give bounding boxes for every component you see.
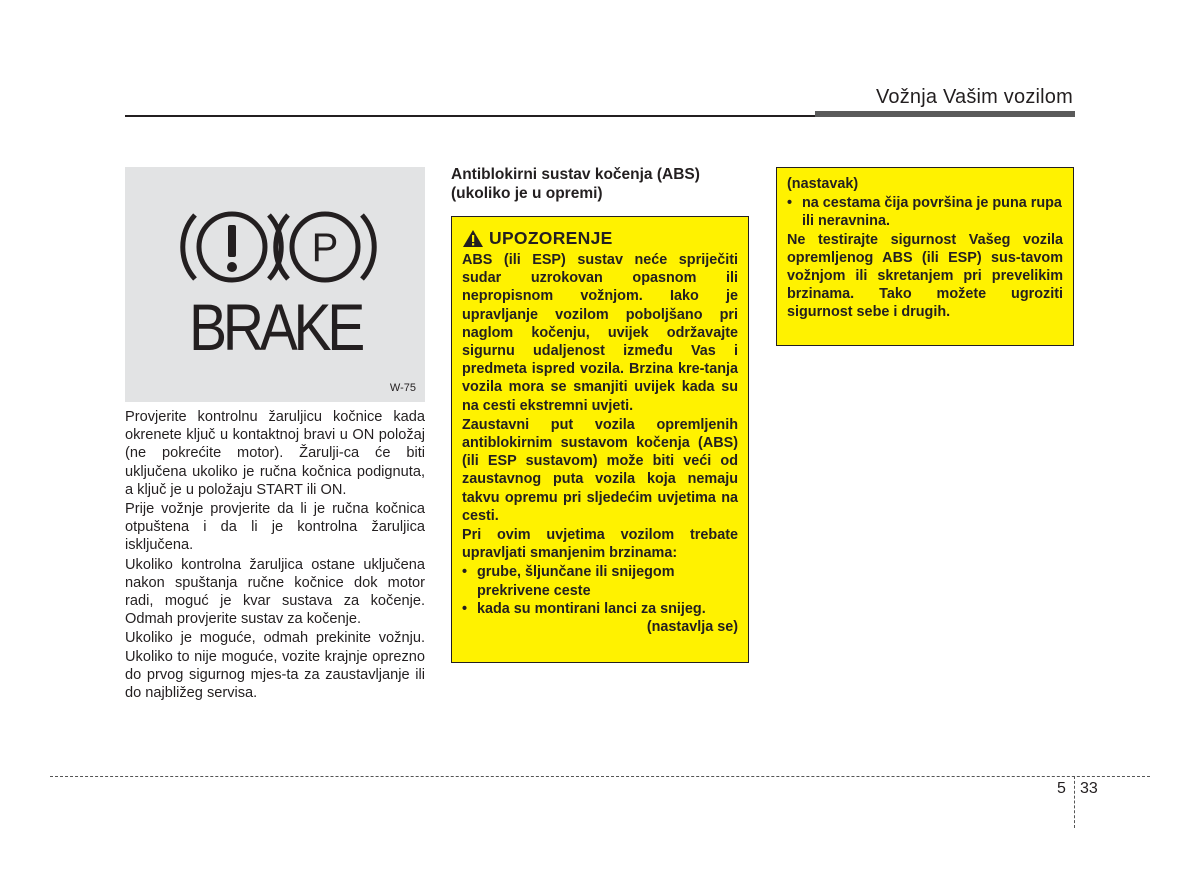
page-number: 33 <box>1080 780 1098 797</box>
continued-label: (nastavlja se) <box>646 619 738 636</box>
page-section-title: Vožnja Vašim vozilom <box>875 86 1073 108</box>
paragraph: Prije vožnje provjerite da li je ručna kočnica otpuštena i da li je kontrolna žaruljica isključena. <box>125 501 425 554</box>
paragraph: ABS (ili ESP) sustav neće spriječiti sudar uzrokovan opasnom ili nepropisnom vožnjom. Iako je upravljanje vozilom poboljšano pri naglom kočenju, uvijek održavajte sigurnu udaljenost između Vas i predmeta ispred vozila. Brzina kre-tanja vozila mora se smanjiti uvijek kada su na cesti ekstremni uvjeti. <box>462 252 738 414</box>
heading-line: (ukoliko je u opremi) <box>451 185 603 202</box>
header-rule-accent <box>815 111 1075 117</box>
warning-triangle-icon <box>462 229 484 248</box>
footer-rule <box>50 776 1150 777</box>
abs-section-heading <box>451 165 751 203</box>
warning-label: UPOZORENJE <box>489 228 613 249</box>
header-rule <box>125 115 815 117</box>
bullet-icon: • <box>787 195 793 212</box>
paragraph: Zaustavni put vozila opremljenih antiblokirnim sustavom kočenja (ABS) (ili ESP sustavom) može biti veći od zaustavnog puta vozila koja nemaju takvu opremu pri sljedećim uvjetima na cesti. <box>462 416 738 524</box>
warning-title <box>462 229 738 248</box>
continued-label: (nastavak) <box>787 176 859 192</box>
paragraph: Ne testirajte sigurnost Vašeg vozila opremljenog ABS (ili ESP) sus-tavom vožnjom ili skretanjem pri prevelikim brzinama. Tako možete ugroziti sigurnost sebe i drugih. <box>787 231 1063 321</box>
bullet-icon: • <box>462 600 468 617</box>
warning-continued-box <box>776 167 1074 346</box>
brake-warning-illustration <box>125 167 425 402</box>
chapter-number: 5 <box>1057 780 1066 797</box>
warning-box <box>451 216 749 663</box>
brake-warning-figure <box>125 167 425 402</box>
heading-line: Antiblokirni sustav kočenja (ABS) <box>451 166 700 183</box>
footer-divider <box>1074 776 1075 828</box>
paragraph: Pri ovim uvjetima vozilom trebate upravljati smanjenim brzinama: <box>462 527 738 562</box>
brake-light-instructions <box>125 408 425 703</box>
parking-p-glyph: P <box>311 226 339 270</box>
bullet-icon: • <box>462 564 468 581</box>
brake-word: BRAKE <box>189 290 364 364</box>
list-item: • kada su montirani lanci za snijeg. <box>462 600 706 617</box>
figure-code: W-75 <box>389 382 416 394</box>
paragraph: Ukoliko je moguće, odmah prekinite vožnju. Ukoliko to nije moguće, vozite krajnje oprezno do prvog sigurnog mjes-ta za zaustavljanje ili do najbližeg servisa. <box>125 630 425 702</box>
list-item: • na cestama čija površina je puna rupa ili neravnina. <box>787 195 1062 230</box>
list-item: • grube, šljunčane ili snijegom prekrivene ceste <box>462 564 675 599</box>
paragraph: Provjerite kontrolnu žaruljicu kočnice kada okrenete ključ u kontaktnoj bravi u ON položaj (ne pokrećite motor). Žarulji-ca će biti uključena ukoliko je ručna kočnica podignuta, a ključ je u položaju START ili ON. <box>125 409 425 498</box>
paragraph: Ukoliko kontrolna žaruljica ostane uključena nakon spuštanja ručne kočnice dok motor radi, moguć je kvar sustava za kočenje. Odmah provjerite sustav za kočenje. <box>125 556 425 628</box>
